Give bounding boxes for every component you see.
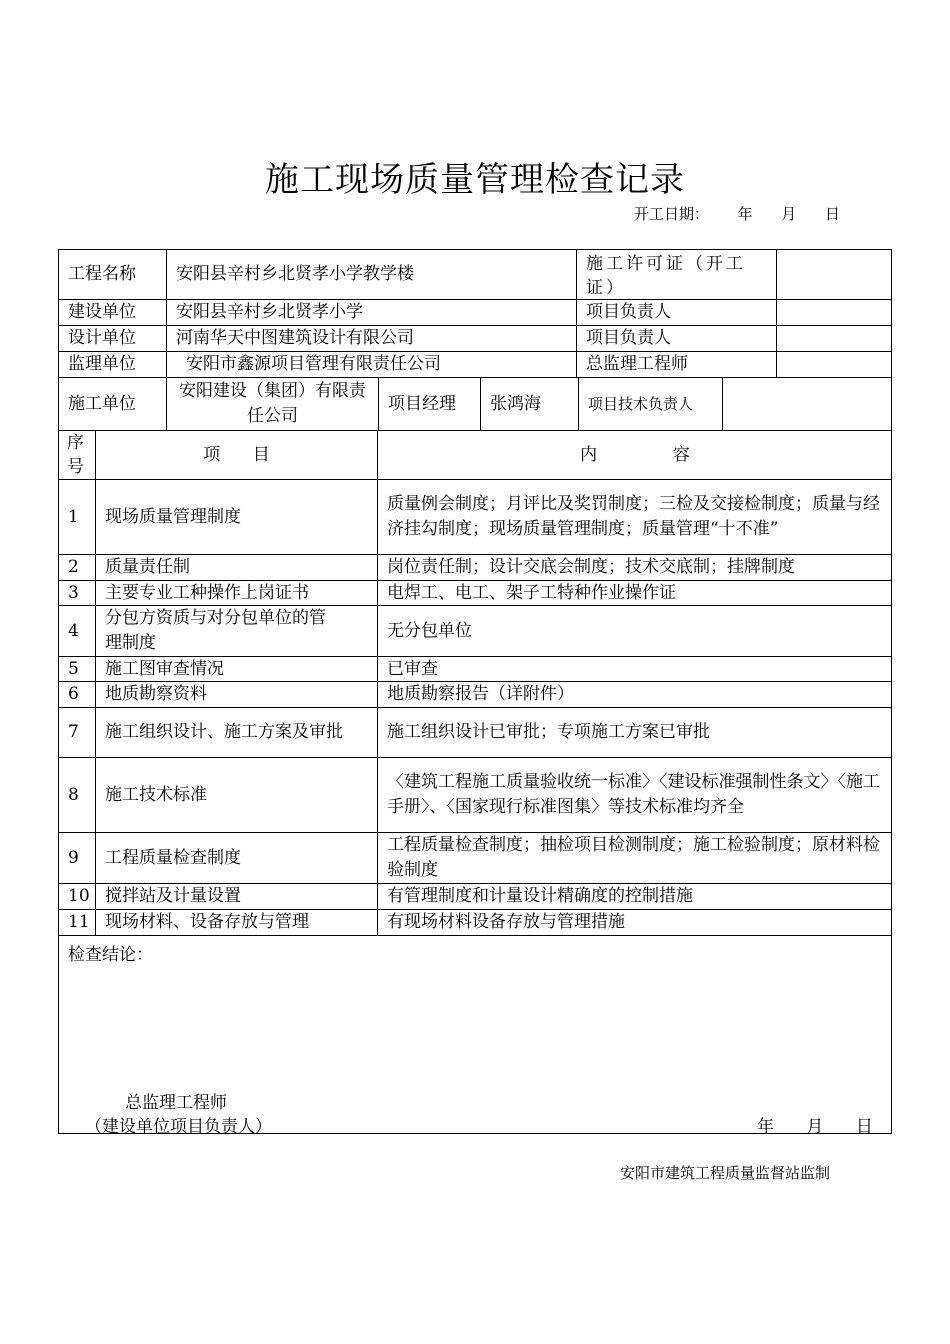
conclusion-label: 检查结论： (68, 945, 153, 965)
pm-value[interactable]: 张鸿海 (481, 378, 579, 431)
owner-lead-label: 项目负责人 (577, 300, 777, 326)
designer-lead-label: 项目负责人 (577, 326, 777, 352)
row-item: 施工图审查情况 (96, 657, 378, 682)
row-content[interactable]: 已审查 (378, 657, 892, 682)
row-no: 8 (59, 758, 96, 833)
row-content[interactable]: 无分包单位 (378, 606, 892, 657)
issuer-footer: 安阳市建筑工程质量监督站监制 (620, 1164, 831, 1182)
row-no: 3 (59, 581, 96, 606)
row-no: 10 (59, 884, 96, 910)
tech-lead-value[interactable] (723, 378, 892, 431)
row-content[interactable]: 〈建筑工程施工质量验收统一标准〉〈建设标准强制性条文〉〈施工手册〉、〈国家现行标准图集〉等技术标准均齐全 (378, 758, 892, 833)
row-item: 工程质量检查制度 (96, 833, 378, 884)
inspection-form (58, 249, 892, 1137)
row-no: 1 (59, 480, 96, 555)
owner-value[interactable]: 安阳县辛村乡北贤孝小学 (167, 300, 577, 326)
designer-lead-value[interactable] (777, 326, 892, 352)
row-content[interactable]: 质量例会制度；月评比及奖罚制度；三检及交接检制度；质量与经济挂勾制度；现场质量管理制度；质量管理“十不准” (378, 480, 892, 555)
row-no: 4 (59, 606, 96, 657)
row-content[interactable]: 有管理制度和计量设计精确度的控制措施 (378, 884, 892, 910)
page-title: 施工现场质量管理检查记录 (265, 160, 685, 200)
project-name-value[interactable]: 安阳县辛村乡北贤孝小学教学楼 (167, 250, 577, 300)
row-no: 7 (59, 708, 96, 758)
designer-label: 设计单位 (59, 326, 167, 352)
project-name-label: 工程名称 (59, 250, 167, 300)
tech-lead-label: 项目技术负责人 (579, 378, 723, 431)
signer-subtitle: （建设单位项目负责人） (85, 1117, 272, 1137)
row-item: 现场材料、设备存放与管理 (96, 910, 378, 936)
row-item: 搅拌站及计量设置 (96, 884, 378, 910)
contractor-value[interactable]: 安阳建设（集团）有限责任公司 (167, 378, 379, 431)
row-no: 9 (59, 833, 96, 884)
row-item: 施工技术标准 (96, 758, 378, 833)
permit-label: 施工许可证（开工证） (577, 250, 777, 300)
supervisor-label: 监理单位 (59, 352, 167, 378)
chief-engineer-label: 总监理工程师 (577, 352, 777, 378)
row-content[interactable]: 地质勘察报告（详附件） (378, 682, 892, 708)
col-content-header: 内 容 (378, 431, 892, 480)
row-no: 11 (59, 910, 96, 936)
row-item: 主要专业工种操作上岗证书 (96, 581, 378, 606)
signer-title: 总监理工程师 (125, 1093, 227, 1113)
row-item: 质量责任制 (96, 555, 378, 581)
row-content[interactable]: 岗位责任制；设计交底会制度；技术交底制；挂牌制度 (378, 555, 892, 581)
owner-label: 建设单位 (59, 300, 167, 326)
contractor-label: 施工单位 (59, 378, 167, 431)
row-content[interactable]: 工程质量检查制度；抽检项目检测制度；施工检验制度；原材料检验制度 (378, 833, 892, 884)
row-no: 5 (59, 657, 96, 682)
conclusion-date[interactable]: 年 月 日 (757, 1117, 873, 1137)
designer-value[interactable]: 河南华天中图建筑设计有限公司 (167, 326, 577, 352)
row-item: 施工组织设计、施工方案及审批 (96, 708, 378, 758)
row-no: 6 (59, 682, 96, 708)
col-item-header: 项 目 (96, 431, 378, 480)
supervisor-value[interactable]: 安阳市鑫源项目管理有限责任公司 (167, 352, 577, 378)
row-item: 分包方资质与对分包单位的管理制度 (96, 606, 378, 657)
start-date-line: 开工日期： 年 月 日 (634, 205, 840, 223)
owner-lead-value[interactable] (777, 300, 892, 326)
row-content[interactable]: 电焊工、电工、架子工特种作业操作证 (378, 581, 892, 606)
row-content[interactable]: 施工组织设计已审批；专项施工方案已审批 (378, 708, 892, 758)
col-no-header: 序号 (59, 431, 96, 480)
row-item: 地质勘察资料 (96, 682, 378, 708)
row-no: 2 (59, 555, 96, 581)
chief-engineer-value[interactable] (777, 352, 892, 378)
row-item: 现场质量管理制度 (96, 480, 378, 555)
permit-value[interactable] (777, 250, 892, 300)
pm-label: 项目经理 (379, 378, 481, 431)
row-content[interactable]: 有现场材料设备存放与管理措施 (378, 910, 892, 936)
